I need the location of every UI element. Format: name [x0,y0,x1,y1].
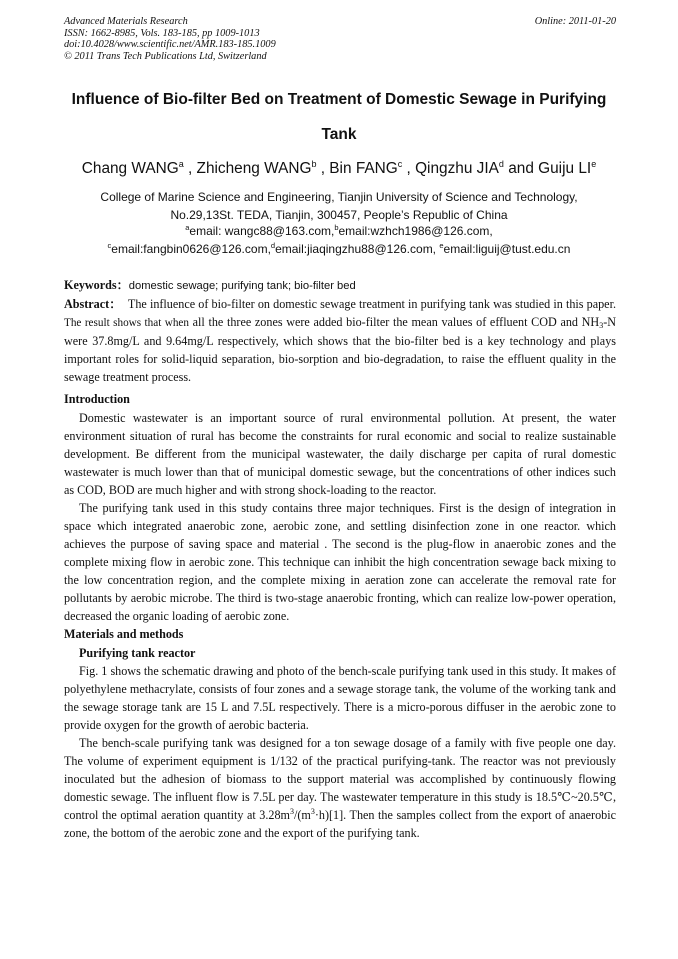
author-sup: d [498,158,504,169]
email-d: email:jiaqingzhu88@126.com, [275,242,440,256]
author-separator: , [183,160,197,177]
paper-title-line-2: Tank [321,126,357,143]
email-e: email:liguij@tust.edu.cn [443,242,571,256]
email-c: email:fangbin0626@126.com, [111,242,271,256]
author-name: Chang WANG [81,160,179,177]
methods-paragraph-1: Fig. 1 shows the schematic drawing and photo of the bench-scale purifying tank used in this study. It makes of polyethylene methacrylate, consists of four zones and a sewage storage tank, the volume of the working tank and the sewage storage tank are 15 L and 7.5L respectively. There is a micro-porous diffuser in the aerobic zone to provide oxygen for the growth of aerobic bacteria. [64,663,616,732]
abstract-text-3: -N were 37.8mg/L and 9.64mg/L respectively, which shows that the bio-filter bed is a key technology and plays important roles for solid-liquid separation, bio-sorption and bio-degradation, to raise the effluent quality in the sewage treatment process. [64,315,616,385]
keywords-text: domestic sewage; purifying tank; bio-filter bed [128,280,356,292]
email-sup: d [270,241,276,250]
section-heading-introduction: Introduction [64,392,130,407]
author-sup: c [397,158,403,169]
abstract-text-2: all the three zones were added bio-filter the mean values of effluent COD and NH [188,315,600,330]
affiliation-line-2: No.29,13St. TEDA, Tianjin, 300457, People’s Republic of China [170,208,508,222]
author-separator: and [503,160,539,177]
email-sup: b [334,223,339,232]
email-sup: a [185,223,190,232]
author-name: Bin FANG [329,160,398,177]
email-a: email: wangc88@163.com, [189,224,335,238]
affiliation-line-1: College of Marine Science and Engineering, Tianjin University of Science and Technology, [100,190,578,204]
abstract-text-small: The result shows that when [64,317,189,330]
methods-sup-1: 3 [290,807,294,817]
methods-text-2a: The bench-scale purifying tank was designed for a ton sewage dosage of a family with five people one day. The volume of experiment equipment is 1/132 of the practical purifying-tank. The reactor was not previously inoculated but the adhesion of biomass to the support material was accomplished by continuously flowing domestic sewage. The influent flow is 7.5L per day. The wastewater temperature in this study is 18.5℃~20.5℃, control the optimal aeration quantity at 3.28m [64,735,616,823]
paper-title-line-1: Influence of Bio-filter Bed on Treatment of Domestic Sewage in Purifying [71,91,607,108]
methods-text-2b: /(m [294,808,311,823]
issn-line: ISSN: 1662-8985, Vols. 183-185, pp 1009-1013 [64,27,260,39]
keywords-label: Keywords： [64,278,129,292]
author-name: Guiju LI [538,160,592,177]
methods-sup-2: 3 [310,807,315,817]
affiliation-emails-2 [20,242,658,256]
doi-line: doi:10.4028/www.scientific.net/AMR.183-185.1009 [64,39,276,51]
subsection-heading-reactor: Purifying tank reactor [79,645,196,660]
intro-paragraph-1: Domestic wastewater is an important source of rural environmental pollution. At present, the water environment situation of rural has become the constraints for rural economic and social to realize sustainable development. Be different from the municipal wastewater, the daily discharge per capita of rural domestic wastewater is much lower than that of municipal domestic sewage, but the concentrations of other indices such as COD, BOD are much higher and with strong shock-loading to the reactor. [64,410,616,497]
paper-body [64,276,616,842]
affiliation-emails-1 [20,224,658,238]
author-separator: , [316,160,330,177]
methods-paragraph-2 [64,734,616,842]
abstract-text-1: The influence of bio-filter on domestic sewage treatment in purifying tank was studied in this paper. [127,297,616,312]
abstract-subscript: 3 [599,321,604,331]
author-sup: b [311,158,317,169]
author-name: Qingzhu JIA [415,160,499,177]
author-sup: a [178,158,184,169]
author-name: Zhicheng WANG [196,160,312,177]
methods-text-2c: ·h)[1]. Then the samples collect from the export of anaerobic zone, the bottom of the aerobic zone and the export of the purifying tank. [64,808,616,841]
section-heading-methods: Materials and methods [64,627,184,642]
journal-name: Advanced Materials Research [64,16,188,27]
intro-paragraph-2: The purifying tank used in this study contains three major techniques. First is the design of integration in space which integrated anaerobic zone, aerobic zone, and settling disinfection zone in one reactor. which achieves the purpose of saving space and material . The second is the plug-flow in anaerobic zones and the complete mixing flow in aerobic zone. This technique can inhibit the high concentration sewage back mixing to the low concentration region, and the complete mixing in aeration zone can accelerate the removal rate for pollutants by aerobic microbe. The third is two-stage anaerobic fronting, which can realize low-power operation, decreased the organic loading of aerobic zone. [64,500,616,624]
author-list [20,160,658,178]
journal-header [64,16,616,62]
online-date: Online: 2011-01-20 [534,16,616,27]
keywords [64,276,616,295]
abstract [64,295,616,386]
email-sup: c [107,241,112,250]
copyright-line: © 2011 Trans Tech Publications Ltd, Switzerland [64,50,267,62]
abstract-label: Abstract： [64,297,122,312]
author-sup: e [591,158,597,169]
email-sup: e [439,241,444,250]
email-b: email:wzhch1986@126.com, [338,224,493,238]
author-separator: , [402,160,416,177]
